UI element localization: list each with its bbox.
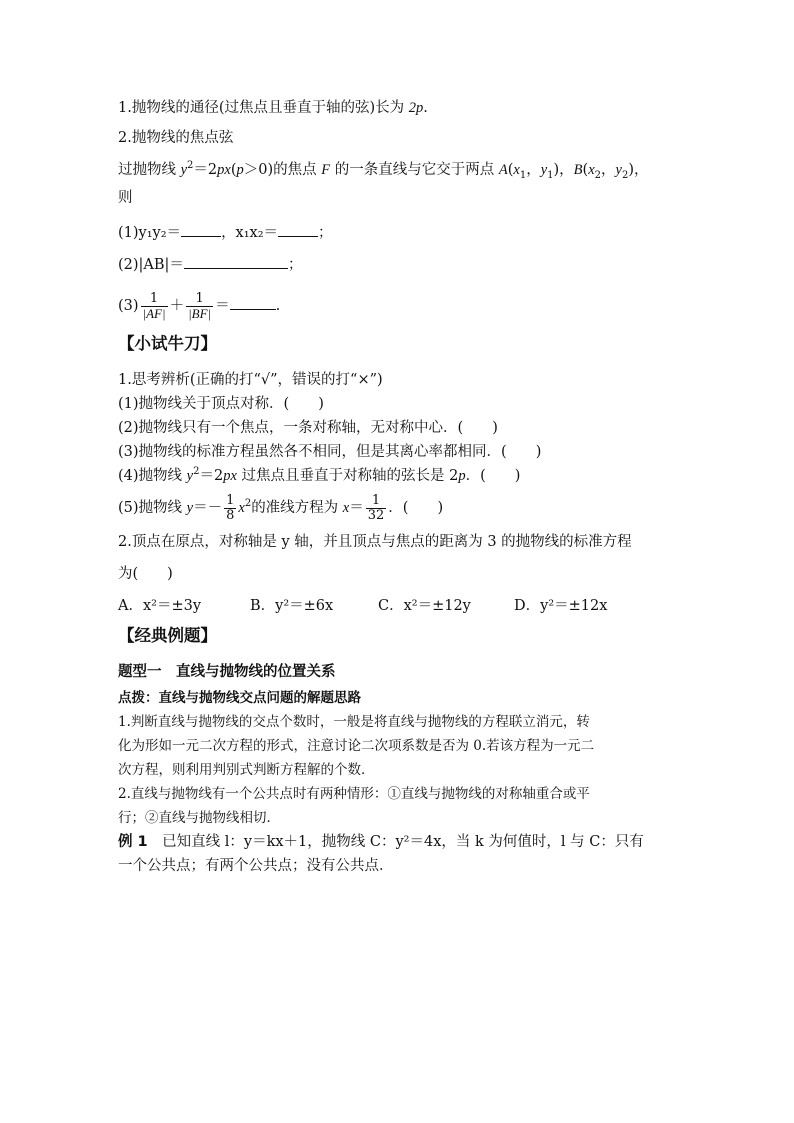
tip-1-line-3: 次方程，则利用判别式判断方程解的个数． <box>118 762 375 778</box>
type-1-title: 题型一 直线与抛物线的位置关系 <box>118 664 336 680</box>
latus-rectum-text: 1.抛物线的通径(过焦点且垂直于轴的弦)长为 <box>118 100 409 116</box>
blank-x1x2[interactable] <box>278 222 318 237</box>
options-row <box>118 596 607 616</box>
example-1-label: 例 1 <box>118 834 148 850</box>
option-b[interactable]: B．y²＝±6x <box>250 598 334 614</box>
blank-ab[interactable] <box>184 254 288 269</box>
tip-2-line-1: 2.直线与抛物线有一个公共点时有两种情形：①直线与抛物线的对称轴重合或平 <box>118 786 590 802</box>
blank-reciprocal[interactable] <box>230 295 276 310</box>
tip-2-line-2: 行；②直线与抛物线相切． <box>118 810 280 826</box>
tip-1-line-2: 化为形如一元二次方程的形式，注意讨论二次项系数是否为 0.若该方程为一元二 <box>118 738 595 754</box>
example-1-line-1: 例 1 已知直线 l：y＝kx＋1，抛物线 C：y²＝4x，当 k 为何值时，l 与 C：只有 <box>118 834 644 850</box>
question-1-product: (1)y₁y₂＝ ，x₁x₂＝ ； <box>118 222 333 243</box>
question-2-line-2: 为( ) <box>118 566 173 582</box>
focal-chord-statement: 过抛物线 $y^2=2px(p>0)$的焦点 F 的一条直线与它交于两点 $A(x_1$，$y_1$)，$B(x_2$，$y_2$)， <box>118 160 649 181</box>
option-c[interactable]: C．x²＝±12y <box>378 598 471 614</box>
question-2-chord-length: (2)|AB|＝ ； <box>118 254 302 275</box>
option-d[interactable]: D．y²＝±12x <box>514 598 608 614</box>
tip-1-line-1: 1.判断直线与抛物线的交点个数时，一般是将直线与抛物线的方程联立消元，转 <box>118 714 590 730</box>
question-3-reciprocal-sum: (3) $\frac{1}{|AF|}$ ＋ $\frac{1}{|BF|}$ ＝ . <box>118 290 281 321</box>
latus-rectum-statement: 1.抛物线的通径(过焦点且垂直于轴的弦)长为 2p. <box>118 100 428 116</box>
blank-y1y2[interactable] <box>181 222 221 237</box>
focal-chord-title: 2.抛物线的焦点弦 <box>118 130 234 146</box>
statement-1: (1)抛物线关于顶点对称．( ) <box>118 396 324 412</box>
fraction-1-over-bf: $\frac{1}{|BF|}$ <box>188 290 212 321</box>
question-2-line-1: 2.顶点在原点，对称轴是 y 轴，并且顶点与焦点的距离为 3 的抛物线的标准方程 <box>118 534 632 550</box>
statement-2: (2)抛物线只有一个焦点，一条对称轴，无对称中心．( ) <box>118 420 498 436</box>
statement-4: (4)抛物线 $y^2=2px$ 过焦点且垂直于对称轴的弦长是 2p．( ) <box>118 466 521 484</box>
statement-3: (3)抛物线的标准方程虽然各不相同，但是其离心率都相同．( ) <box>118 444 542 460</box>
tip-title: 点拨：直线与抛物线交点问题的解题思路 <box>118 690 361 706</box>
focal-chord-then: 则 <box>118 190 133 206</box>
statement-5: (5)抛物线 y＝－ $\frac{1}{8}$ $x^2$的准线方程为 x＝ $\frac{1}{32}$ ．( ) <box>118 492 444 523</box>
fraction-1-over-af: $\frac{1}{|AF|}$ <box>142 290 166 321</box>
heading-practice: 【小试牛刀】 <box>118 334 217 353</box>
latus-rectum-value: 2p <box>408 100 424 116</box>
example-1-line-2: 一个公共点；有两个公共点；没有公共点． <box>118 858 394 874</box>
judgement-title: 1.思考辨析(正确的打“√”，错误的打“×”) <box>118 372 383 388</box>
heading-examples: 【经典例题】 <box>118 626 217 645</box>
option-a[interactable]: A．x²＝±3y <box>118 598 202 614</box>
